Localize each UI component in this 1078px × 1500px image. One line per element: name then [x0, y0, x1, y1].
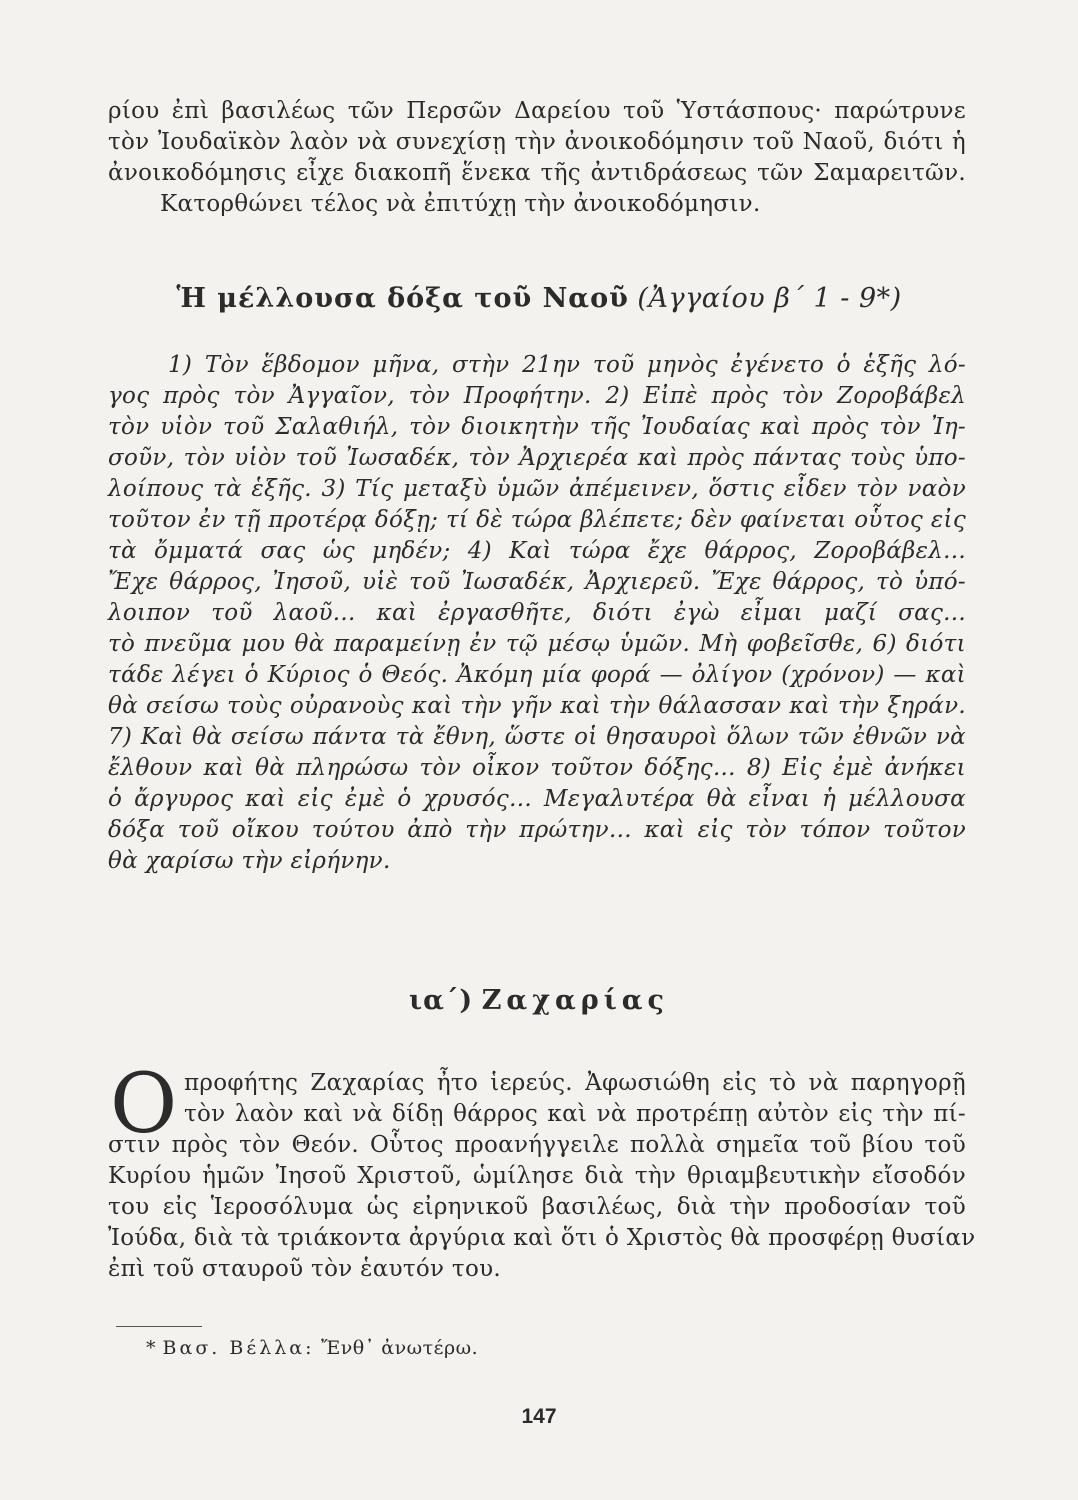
footnote-mark: *: [146, 1337, 156, 1359]
text-line: στιν πρὸς τὸν Θεόν. Οὗτος προανήγγειλε πολλὰ σημεῖα τοῦ βίου τοῦ: [108, 1132, 966, 1158]
text-line: προφήτης Ζαχαρίας ἦτο ἱερεύς. Ἀφωσιώθη εἰς τὸ νὰ παρηγορῇ: [184, 1070, 966, 1096]
text-line: ὁ ἄργυρος καὶ εἰς ἐμὲ ὁ χρυσός... Μεγαλυτέρα θὰ εἶναι ἡ μέλλουσα: [108, 786, 966, 812]
text-line: 7) Καὶ θὰ σείσω πάντα τὰ ἔθνη, ὥστε οἱ θησαυροὶ ὅλων τῶν ἐθνῶν νὰ: [108, 724, 966, 750]
footnote-divider: [116, 1326, 202, 1327]
text-line: τὸ πνεῦμα μου θὰ παραμείνῃ ἐν τῷ μέσῳ ὑμῶν. Μὴ φοβεῖσθε, 6) διότι: [108, 631, 966, 657]
text-line: τὸν υἱὸν τοῦ Σαλαθιήλ, τὸν διοικητὴν τῆς Ἰουδαίας καὶ πρὸς τὸν Ἰη-: [108, 414, 966, 440]
text-line: Κατορθώνει τέλος νὰ ἐπιτύχῃ τὴν ἀνοικοδόμησιν.: [160, 191, 761, 217]
text-line: ἔλθουν καὶ θὰ πληρώσω τὸν οἶκον τοῦτον δόξης... 8) Εἰς ἐμὲ ἀνήκει: [108, 755, 966, 781]
drop-cap: Ο: [110, 1057, 178, 1152]
text-line: τάδε λέγει ὁ Κύριος ὁ Θεός. Ἀκόμη μία φορά — ὀλίγον (χρόνον) — καὶ: [108, 662, 966, 688]
zechariah-paragraph: [108, 1068, 976, 1285]
text-line: ρίου ἐπὶ βασιλέως τῶν Περσῶν Δαρείου τοῦ Ὑστάσπους· παρώτρυνε: [108, 98, 966, 124]
section-reference: (Ἀγγαίου β΄ 1 - 9*): [637, 283, 902, 314]
text-line: Κυρίου ἡμῶν Ἰησοῦ Χριστοῦ, ὡμίλησε διὰ τὴν θριαμβευτικὴν εἴσοδόν: [108, 1163, 966, 1189]
text-line: τοῦτον ἐν τῇ προτέρᾳ δόξῃ; τί δὲ τώρα βλέπετε; δὲν φαίνεται οὗτος εἰς: [108, 507, 966, 533]
section-heading-zechariah: [0, 985, 1078, 1016]
text-line: θὰ χαρίσω τὴν εἰρήνην.: [108, 848, 391, 874]
text-line: λοιπον τοῦ λαοῦ... καὶ ἐργασθῆτε, διότι ἐγὼ εἶμαι μαζί σας...: [108, 600, 966, 626]
text-line: Ἰούδα, διὰ τὰ τριάκοντα ἀργύρια καὶ ὅτι ὁ Χριστὸς θὰ προσφέρῃ θυσίαν: [108, 1225, 976, 1251]
page-number: 147: [521, 1405, 557, 1428]
footnote-text: Ἔνθ᾿ ἀνωτέρω.: [321, 1337, 479, 1359]
text-line: λοίπους τὰ ἑξῆς. 3) Τίς μεταξὺ ὑμῶν ἀπέμεινεν, ὅστις εἶδεν τὸν ναὸν: [108, 476, 966, 502]
text-line: δόξα τοῦ οἴκου τούτου ἀπὸ τὴν πρώτην... καὶ εἰς τὸν τόπον τοῦτον: [108, 817, 966, 843]
text-line: σοῦν, τὸν υἱὸν τοῦ Ἰωσαδέκ, τὸν Ἀρχιερέα καὶ πρὸς πάντας τοὺς ὑπο-: [108, 445, 966, 471]
text-line: θὰ σείσω τοὺς οὐρανοὺς καὶ τὴν γῆν καὶ τὴν θάλασσαν καὶ τὴν ξηράν.: [108, 693, 966, 719]
section-title: Ζαχαρίας: [481, 985, 669, 1016]
haggai-quote: [108, 350, 966, 877]
text-line: ἀνοικοδόμησις εἶχε διακοπῆ ἕνεκα τῆς ἀντιδράσεως τῶν Σαμαρειτῶν.: [108, 160, 966, 186]
footnote-author: Βασ. Βέλλα:: [162, 1337, 315, 1359]
text-line: του εἰς Ἱεροσόλυμα ὡς εἰρηνικοῦ βασιλέως, διὰ τὴν προδοσίαν τοῦ: [108, 1194, 966, 1220]
text-line: γος πρὸς τὸν Ἀγγαῖον, τὸν Προφήτην. 2) Εἰπὲ πρὸς τὸν Ζοροβάβελ: [108, 383, 966, 409]
section-number: ια΄): [409, 985, 474, 1016]
text-line: Ἔχε θάρρος, Ἰησοῦ, υἱὲ τοῦ Ἰωσαδέκ, Ἀρχιερεῦ. Ἔχε θάρρος, τὸ ὑπό-: [108, 569, 966, 595]
text-line: 1) Τὸν ἕβδομον μῆνα, στὴν 21ην τοῦ μηνὸς ἐγένετο ὁ ἑξῆς λό-: [168, 352, 966, 378]
intro-paragraph: [108, 96, 966, 220]
text-line: τὸν Ἰουδαϊκὸν λαὸν νὰ συνεχίσῃ τὴν ἀνοικοδόμησιν τοῦ Ναοῦ, διότι ἡ: [108, 129, 966, 155]
section-heading-haggai: [0, 283, 1078, 314]
footnote: [146, 1337, 478, 1359]
text-line: τὸν λαὸν καὶ νὰ δίδῃ θάρρος καὶ νὰ προτρέπῃ αὐτὸν εἰς τὴν πί-: [184, 1101, 966, 1127]
text-line: ἐπὶ τοῦ σταυροῦ τὸν ἑαυτόν του.: [108, 1256, 501, 1282]
text-line: τὰ ὄμματά σας ὡς μηδέν; 4) Καὶ τώρα ἔχε θάρρος, Ζοροβάβελ...: [108, 538, 966, 564]
section-title: Ἡ μέλλουσα δόξα τοῦ Ναοῦ: [176, 283, 629, 314]
